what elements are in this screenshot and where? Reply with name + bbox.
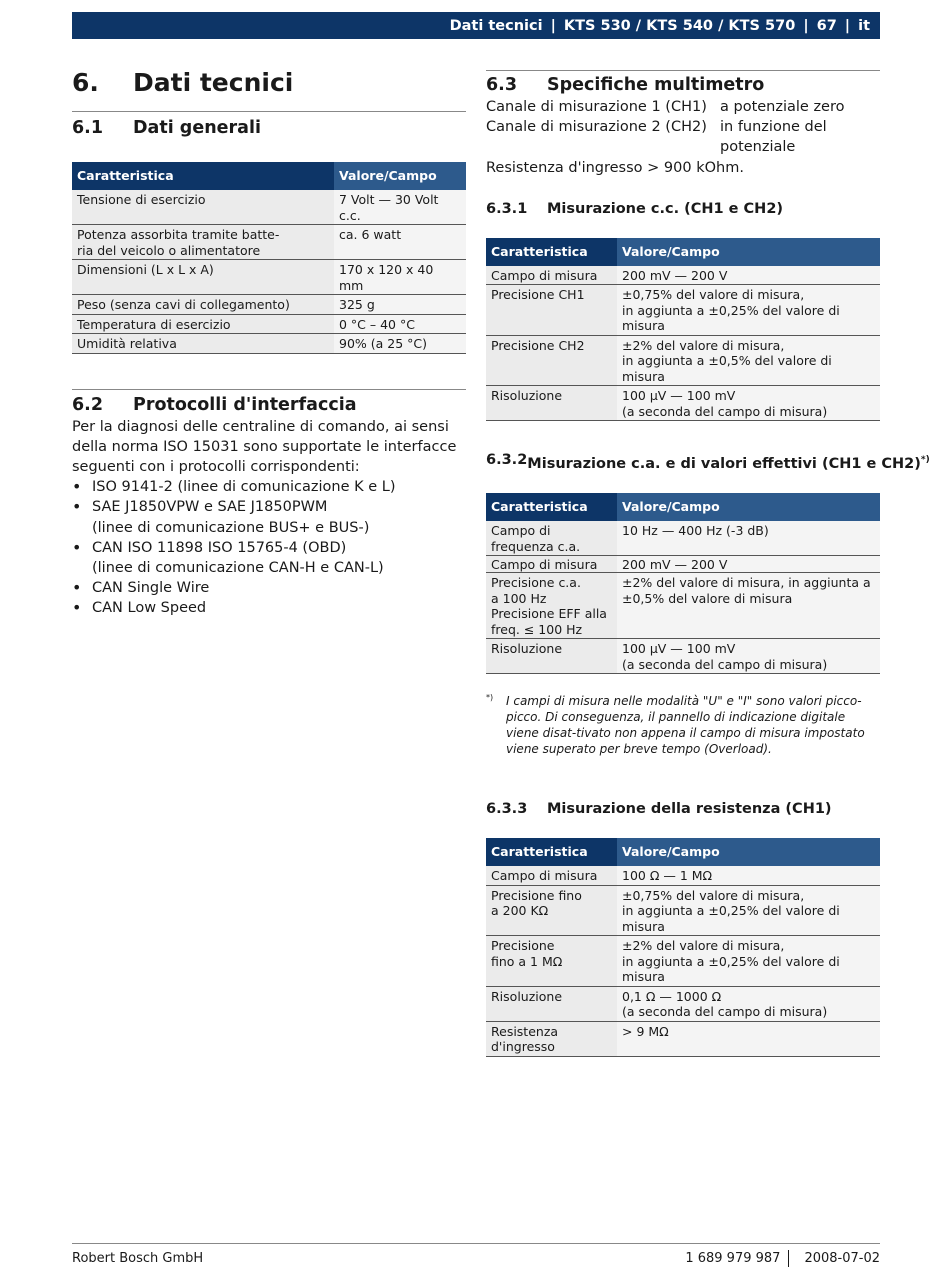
table-cell: Risoluzione xyxy=(486,639,617,674)
table-header-row xyxy=(486,238,880,266)
table-cell: Precisione c.a. a 100 Hz Precisione EFF alla freq. ≤ 100 Hz xyxy=(486,573,617,639)
table-cell: 170 x 120 x 40 mm xyxy=(334,260,466,295)
table-row xyxy=(72,295,466,315)
channel-1-value: a potenziale zero xyxy=(720,99,845,115)
section-title-text: Dati generali xyxy=(133,118,261,138)
table-cell: Peso (senza cavi di collegamento) xyxy=(72,295,334,315)
section-number: 6.3 xyxy=(486,75,518,95)
column-header: Caratteristica xyxy=(72,162,334,190)
column-header: Valore/Campo xyxy=(617,838,880,866)
table-cell: 10 Hz — 400 Hz (-3 dB) xyxy=(617,521,880,556)
list-item: • ISO 9141-2 (linee di comunicazione K e L) xyxy=(72,477,466,497)
section-title-text: Specifiche multimetro xyxy=(547,75,765,95)
list-item: • SAE J1850VPW e SAE J1850PWM (linee di comunicazione BUS+ e BUS-) xyxy=(72,497,466,537)
chapter-number: 6. xyxy=(72,68,99,97)
table-row xyxy=(72,190,466,225)
table-cell: ca. 6 watt xyxy=(334,225,466,260)
table-cell: Resistenza d'ingresso xyxy=(486,1021,617,1056)
section-number: 6.3.3 xyxy=(486,801,528,818)
chapter-title xyxy=(72,66,466,100)
footer-company: Robert Bosch GmbH xyxy=(72,1251,204,1266)
input-resistance-text: Resistenza d'ingresso > 900 kOhm. xyxy=(486,159,744,176)
table-cell: Campo di frequenza c.a. xyxy=(486,521,617,556)
section-6-3-3-title xyxy=(486,799,880,819)
table-cell: Campo di misura xyxy=(486,266,617,285)
section-rule xyxy=(486,70,880,71)
section-6-3-title xyxy=(486,73,880,97)
table-cell: 100 Ω — 1 MΩ xyxy=(617,866,880,885)
table-row xyxy=(72,260,466,295)
table-cell: 0,1 Ω — 1000 Ω (a seconda del campo di misura) xyxy=(617,986,880,1021)
section-rule xyxy=(72,389,466,390)
section-title-text: Misurazione della resistenza (CH1) xyxy=(547,801,832,818)
footnote-text: I campi di misura nelle modalità "U" e "I" sono valori picco-picco. Di conseguenza, il pannello di indicazione digitale viene disat-tivato non appena il campo di misura impostato viene superato per breve tempo (Overload). xyxy=(506,694,865,757)
table-cell: 0 °C – 40 °C xyxy=(334,314,466,334)
footer-rule xyxy=(72,1243,880,1244)
table-row xyxy=(486,885,880,936)
footer-divider xyxy=(788,1250,789,1267)
channel-1-label: Canale di misurazione 1 (CH1) xyxy=(486,99,707,115)
table-cell: Temperatura di esercizio xyxy=(72,314,334,334)
page-header xyxy=(72,12,880,39)
table-cell: 100 µV — 100 mV (a seconda del campo di misura) xyxy=(617,639,880,674)
table-row xyxy=(486,521,880,556)
table-cell: Risoluzione xyxy=(486,386,617,421)
column-header: Valore/Campo xyxy=(334,162,466,190)
section-6-2-title xyxy=(72,393,466,417)
table-header-row xyxy=(486,493,880,521)
table-row xyxy=(486,285,880,336)
channel-2-label: Canale di misurazione 2 (CH2) xyxy=(486,119,707,136)
section-title-label: Misurazione c.a. e di valori effettivi (CH1 e CH2) xyxy=(527,456,921,473)
table-header-row xyxy=(72,162,466,190)
footer-date: 2008-07-02 xyxy=(804,1251,880,1266)
footnote-marker: *) xyxy=(486,693,494,703)
section-title-text: Misurazione c.c. (CH1 e CH2) xyxy=(547,200,784,217)
table-row xyxy=(486,936,880,987)
table-cell: Precisione CH2 xyxy=(486,335,617,386)
header-page-number: 67 xyxy=(816,17,837,34)
protocols-intro: Per la diagnosi delle centraline di comando, ai sensi della norma ISO 15031 sono supportate le interfacce seguenti con i protocolli corrispondenti: xyxy=(72,418,457,475)
list-item: • CAN ISO 11898 ISO 15765-4 (OBD) (linee di comunicazione CAN-H e CAN-L) xyxy=(72,538,466,578)
table-cell: Precisione fino a 200 KΩ xyxy=(486,885,617,936)
table-row xyxy=(486,556,880,573)
table-cell: Risoluzione xyxy=(486,986,617,1021)
table-row xyxy=(72,225,466,260)
table-cell: Precisione CH1 xyxy=(486,285,617,336)
section-number: 6.2 xyxy=(72,394,104,415)
section-6-1-title xyxy=(72,116,466,140)
list-item: • CAN Low Speed xyxy=(72,598,466,618)
table-cell: Campo di misura xyxy=(486,556,617,573)
section-number: 6.3.1 xyxy=(486,200,528,217)
table-row xyxy=(486,866,880,885)
table-cell: ±2% del valore di misura, in aggiunta a ±0,5% del valore di misura xyxy=(617,573,880,639)
footer-document-number: 1 689 979 987 xyxy=(685,1251,781,1266)
header-section: Dati tecnici xyxy=(449,17,543,34)
table-cell: ±0,75% del valore di misura, in aggiunta a ±0,25% del valore di misura xyxy=(617,285,880,336)
table-cell: 200 mV — 200 V xyxy=(617,556,880,573)
column-header: Valore/Campo xyxy=(617,238,880,266)
footnote-marker: *) xyxy=(920,455,930,466)
header-separator: | xyxy=(803,17,809,34)
table-cell: 100 µV — 100 mV (a seconda del campo di misura) xyxy=(617,386,880,421)
header-language: it xyxy=(858,17,870,34)
table-cell: Tensione di esercizio xyxy=(72,190,334,225)
table-cell: 7 Volt — 30 Volt c.c. xyxy=(334,190,466,225)
table-row xyxy=(486,986,880,1021)
table-row xyxy=(486,266,880,285)
section-6-3-1-title xyxy=(486,199,880,219)
table-cell: 325 g xyxy=(334,295,466,315)
table-row xyxy=(486,639,880,674)
table-cell: ±2% del valore di misura, in aggiunta a ±0,5% del valore di misura xyxy=(617,335,880,386)
chapter-title-text: Dati tecnici xyxy=(133,68,294,97)
table-cell: ±2% del valore di misura, in aggiunta a ±0,25% del valore di misura xyxy=(617,936,880,987)
table-cell: Precisione fino a 1 MΩ xyxy=(486,936,617,987)
general-data-table xyxy=(72,162,466,354)
table-cell: Dimensioni (L x L x A) xyxy=(72,260,334,295)
page-footer xyxy=(72,1250,880,1268)
column-header: Valore/Campo xyxy=(617,493,880,521)
column-header: Caratteristica xyxy=(486,238,617,266)
table-cell: Umidità relativa xyxy=(72,334,334,354)
section-rule xyxy=(72,111,466,112)
left-column xyxy=(72,66,466,619)
ac-measurement-table xyxy=(486,493,880,674)
footnote xyxy=(486,693,880,757)
list-item: • CAN Single Wire xyxy=(72,578,466,598)
table-cell: 90% (a 25 °C) xyxy=(334,334,466,354)
section-title-text xyxy=(527,450,929,474)
table-cell: > 9 MΩ xyxy=(617,1021,880,1056)
table-cell: Campo di misura xyxy=(486,866,617,885)
table-cell: 200 mV — 200 V xyxy=(617,266,880,285)
table-row xyxy=(486,1021,880,1056)
table-row xyxy=(486,335,880,386)
table-row xyxy=(486,386,880,421)
header-models: KTS 530 / KTS 540 / KTS 570 xyxy=(563,17,796,34)
header-separator: | xyxy=(550,17,556,34)
table-header-row xyxy=(486,838,880,866)
section-number: 6.1 xyxy=(72,118,104,138)
resistance-measurement-table xyxy=(486,838,880,1057)
protocol-list xyxy=(72,477,466,618)
column-header: Caratteristica xyxy=(486,838,617,866)
dc-measurement-table xyxy=(486,238,880,422)
table-row xyxy=(486,573,880,639)
right-column xyxy=(486,70,930,1057)
section-number: 6.3.2 xyxy=(486,452,528,469)
table-row xyxy=(72,314,466,334)
table-cell: ±0,75% del valore di misura, in aggiunta a ±0,25% del valore di misura xyxy=(617,885,880,936)
section-title-text: Protocolli d'interfaccia xyxy=(133,394,357,415)
section-6-3-2-title xyxy=(486,450,930,474)
table-cell: Potenza assorbita tramite batte- ria del veicolo o alimentatore xyxy=(72,225,334,260)
channel-2-value: in funzione del potenziale xyxy=(720,119,827,156)
header-separator: | xyxy=(844,17,851,34)
channel-specs xyxy=(486,97,880,158)
column-header: Caratteristica xyxy=(486,493,617,521)
table-row xyxy=(72,334,466,354)
